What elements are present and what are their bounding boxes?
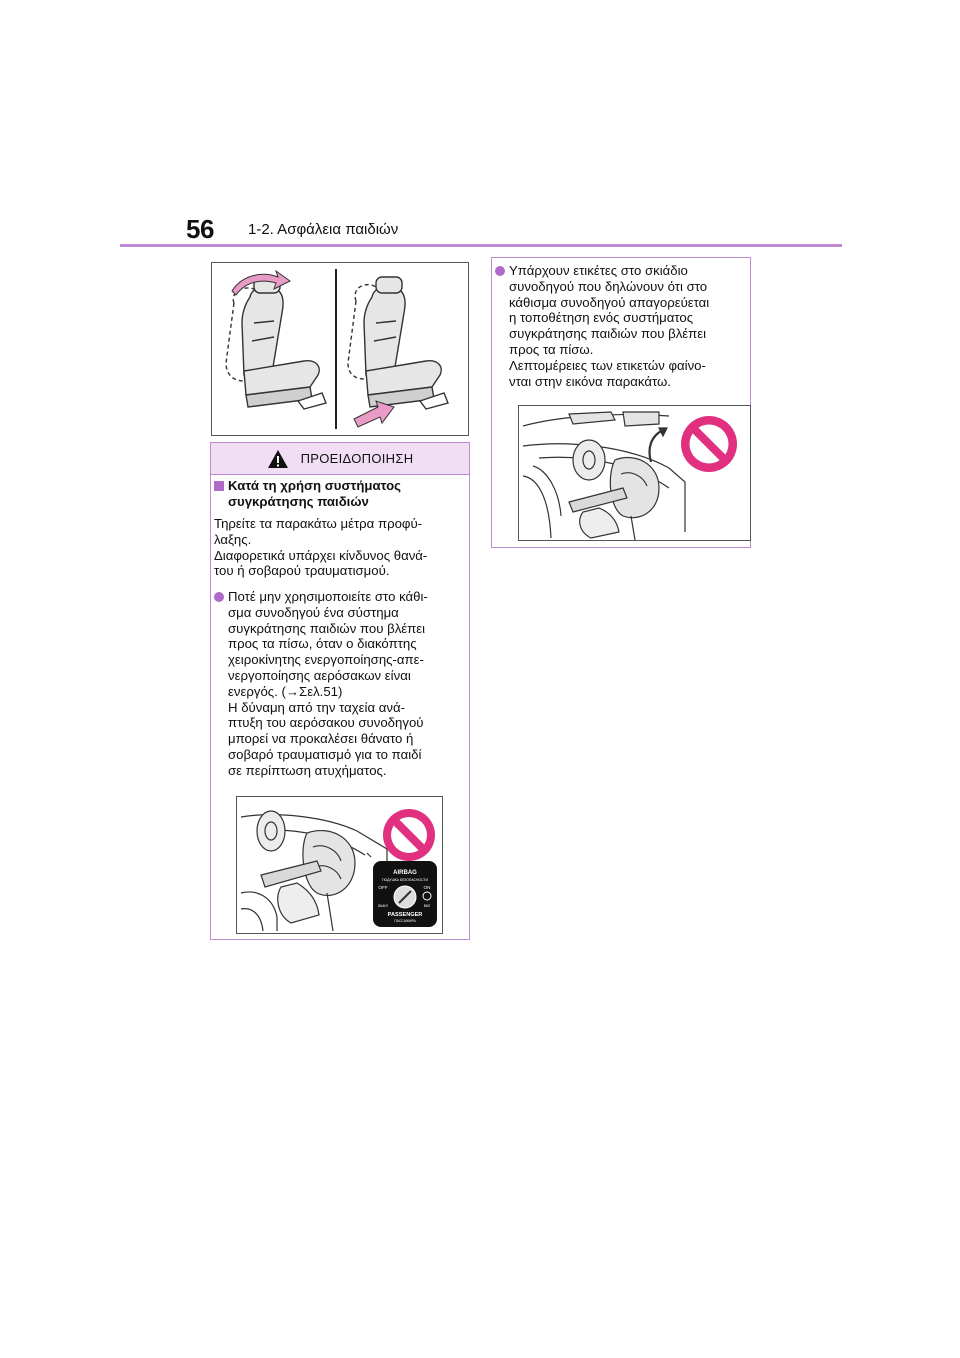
warning-header bbox=[211, 443, 469, 475]
prohibition-sign-icon bbox=[383, 809, 435, 861]
switch-label-airbag-ru: ПОДУШКА БЕЗОПАСНОСТИ bbox=[382, 878, 428, 882]
switch-label-airbag: AIRBAG bbox=[393, 870, 417, 876]
sun-visor-bullet: Υπάρχουν ετικέτες στο σκιάδιο συνοδηγού που δηλώνουν ότι στο κάθισμα συνοδηγού απαγορεύεται η τοποθέτηση ενός συστήματος συγκράτησης παιδιών που βλέπει προς τα πίσω. Λεπτομέρειες των ετικετών φαίνο- νται στην εικόνα παρακάτω. bbox=[495, 263, 709, 389]
warning-bullet: Ποτέ μην χρησιμοποιείτε στο κάθι- σμα συνοδηγού ένα σύστημα συγκράτησης παιδιών που βλέπει προς τα πίσω, όταν ο διακόπτης χειροκίνητης ενεργοποίησης-απε- νεργοποίησης αερόσακων είναι ενεργός. (→Σελ.51) Η δύναμη από την ταχεία ανά- πτυξη του αερόσακου συνοδηγού μπορεί να προκαλέσει θάνατο ή σοβαρό τραυματισμό για το παιδί σε περίπτωση ατυχήματος. bbox=[214, 589, 428, 779]
warning-intro: Τηρείτε τα παρακάτω μέτρα προφύ- λαξης. Διαφορετικά υπάρχει κίνδυνος θανά- του ή σοβαρού τραυματισμού. bbox=[214, 516, 428, 579]
sun-visor-label-illustration bbox=[518, 405, 751, 541]
header-rule bbox=[120, 244, 842, 247]
switch-label-passenger-ru: ПАССАЖИРА bbox=[394, 919, 416, 923]
switch-label-passenger: PASSENGER bbox=[387, 912, 423, 918]
warning-heading: Κατά τη χρήση συστήματος συγκράτησης παιδιών bbox=[214, 478, 401, 510]
warning-triangle-icon bbox=[267, 449, 289, 469]
prohibition-sign-icon bbox=[681, 416, 737, 472]
rear-facing-seat-prohibited-illustration bbox=[236, 796, 443, 934]
round-bullet-icon bbox=[495, 266, 505, 276]
page-number: 56 bbox=[186, 214, 214, 244]
airbag-switch-panel bbox=[373, 861, 437, 927]
switch-label-on-ru: ВКЛ bbox=[423, 904, 431, 908]
seat-adjustment-illustration bbox=[211, 262, 469, 436]
square-bullet-icon bbox=[214, 481, 224, 491]
seat-left-icon bbox=[226, 277, 326, 409]
warning-title: ΠΡΟΕΙΔΟΠΟΙΗΣΗ bbox=[300, 451, 414, 466]
section-title: 1-2. Ασφάλεια παιδιών bbox=[248, 221, 399, 238]
round-bullet-icon bbox=[214, 592, 224, 602]
seat-right-icon bbox=[348, 277, 448, 409]
switch-label-on: ON bbox=[423, 885, 431, 890]
switch-label-off: OFF bbox=[378, 885, 388, 890]
switch-label-off-ru: ВЫКЛ bbox=[378, 904, 388, 908]
